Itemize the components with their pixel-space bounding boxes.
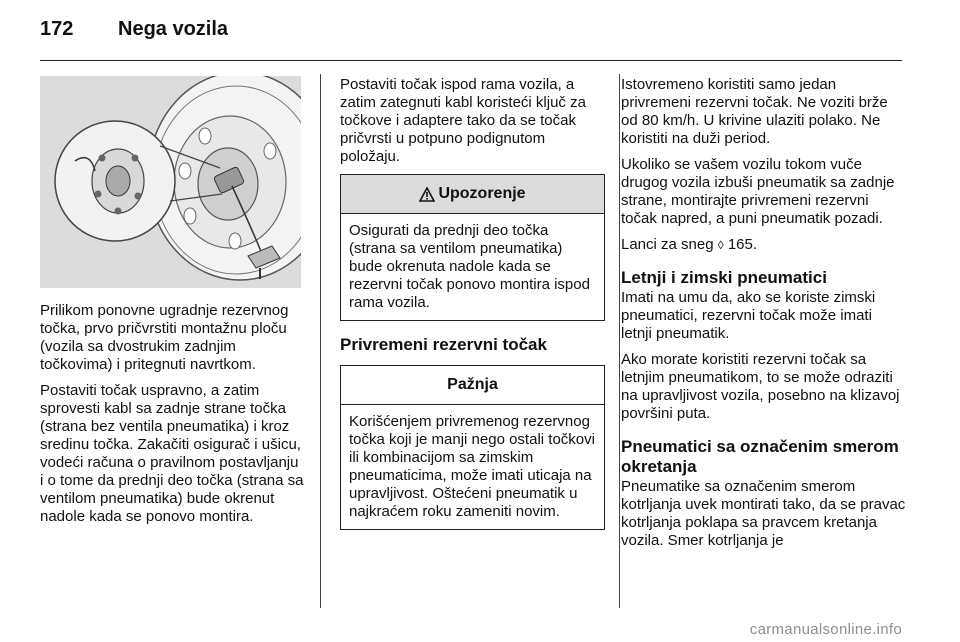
warning-box-header (341, 175, 604, 214)
watermark: carmanualsonline.info (749, 621, 902, 638)
warning-triangle-icon (419, 187, 435, 202)
caution-text: Korišćenjem privremenog rezervnog točka koji je manji nego ostali točkovi ili kombinacijom sa zimskim pneumaticima, može imati uticaja na upravljivost. Oštećeni pneumatik u najkraćem roku zameniti novim. (349, 413, 595, 520)
paragraph: Pneumatike sa označenim smerom kotrljanja uvek montirati tako, da se pravac kotrljanja poklapa sa pravcem kretanja vozila. Smer kotrljanja je (621, 478, 906, 549)
warning-box (340, 174, 605, 321)
spare-wheel-illustration (40, 76, 301, 288)
caution-box-header (341, 366, 604, 405)
paragraph: Ako morate koristiti rezervni točak sa letnjim pneumatikom, to se može odraziti na upravljivost vozila, posebno na klizavoj površini puta. (621, 351, 900, 422)
column-divider-1 (320, 74, 321, 608)
spare-wheel-drawing (40, 76, 301, 288)
page-reference-icon: ◊ (717, 238, 724, 252)
paragraph (621, 236, 906, 254)
page-number: 172 (40, 18, 74, 40)
column-divider-2 (619, 74, 620, 608)
page-reference[interactable]: 165. (723, 236, 758, 253)
caution-title: Pažnja (447, 376, 498, 393)
snow-chains-text: Lanci za sneg (621, 236, 718, 253)
paragraph: Istovremeno koristiti samo jedan privremeni rezervni točak. Ne voziti brže od 80 km/h. U krivine ulaziti polako. Ne koristiti na duži period. (621, 76, 888, 147)
paragraph: Postaviti točak ispod rama vozila, a zatim zategnuti kabl koristeći ključ za točkove i adaptere tako da se točak pričvrsti u potpuno podignutom položaju. (340, 76, 586, 165)
section-title: Nega vozila (118, 18, 229, 40)
section-heading: Privremeni rezervni točak (340, 335, 547, 354)
paragraph: Prilikom ponovne ugradnje rezervnog točka, prvo pričvrstiti montažnu ploču (vozila sa dvostrukim zadnjim točkovima) i pritegnuti navrtkom. (40, 302, 289, 373)
column-1 (40, 302, 305, 534)
paragraph: Postaviti točak uspravno, a zatim sprovesti kabl sa zadnje strane točka (strana bez ventila pneumatika) i kroz sredinu točka. Zakačiti osigurač i ušicu, vodeći računa o pravilnom postavljanju i o tome da prednji deo točka (strana sa ventilom pneumatika) bude okrenut nadole kada se ponovo montira. (40, 382, 304, 525)
warning-text: Osigurati da prednji deo točka (strana sa ventilom pneumatika) bude okrenuta nadole kada se rezervni točak ponovo montira ispod rama vozila. (349, 222, 590, 311)
header-rule (40, 60, 902, 61)
column-2 (340, 76, 605, 530)
paragraph: Ukoliko se vašem vozilu tokom vuče drugog vozila izbuši pneumatik sa zadnje strane, montirajte privremeni rezervni točak napred, a puni pneumatik pozadi. (621, 156, 895, 227)
section-heading: Letnji i zimski pneumatici (621, 268, 827, 287)
caution-box (340, 365, 605, 530)
paragraph: Imati na umu da, ako se koriste zimski pneumatici, rezervni točak može imati letnji pneumatik. (621, 289, 876, 342)
section-heading: Pneumatici sa označenim smerom okretanja (621, 437, 899, 476)
column-3 (621, 76, 906, 558)
warning-title: Upozorenje (438, 185, 526, 202)
